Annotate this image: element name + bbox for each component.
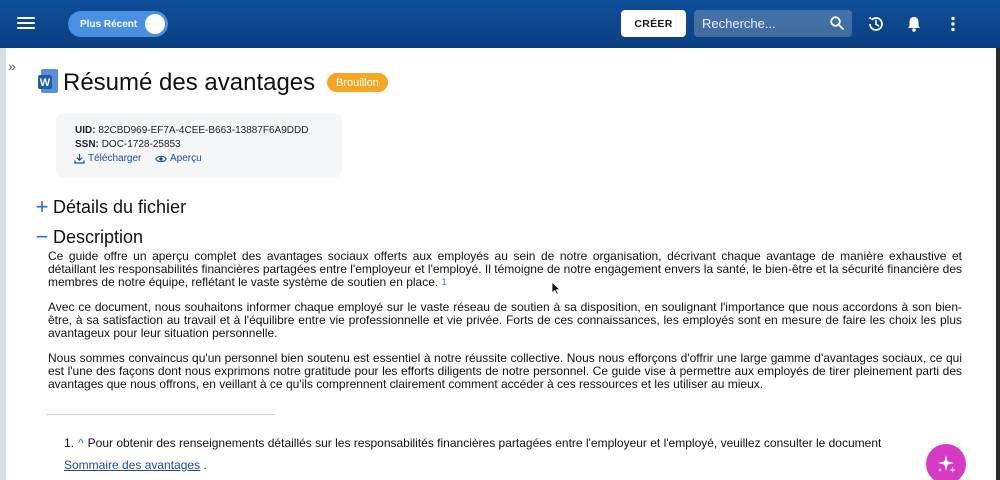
history-icon[interactable] bbox=[866, 14, 886, 34]
footnote-1 bbox=[64, 432, 924, 476]
word-document-icon bbox=[38, 69, 58, 93]
right-panel-edge bbox=[996, 48, 1000, 480]
top-bar bbox=[0, 0, 1000, 48]
description-paragraph-1 bbox=[48, 250, 962, 289]
status-badge: Brouillon bbox=[327, 73, 388, 92]
description-heading: Description bbox=[53, 226, 144, 247]
svg-text:W: W bbox=[39, 77, 51, 89]
description-paragraph-2: Avec ce document, nous souhaitons informer chaque employé sur le vaste réseau de soutien à sa disposition, en soulignant l'importance que nous accordons à son bien-être, à sa satisfaction au travail et à l'équilibre entre vie professionnelle et vie privée. Forts de ces connaissances, les employés sont en mesure de faire les choix les plus avantageux pour leur situation personnelle. bbox=[48, 300, 962, 340]
toggle-label: Plus Récent bbox=[80, 18, 138, 30]
create-button[interactable]: CRÉER bbox=[621, 10, 686, 37]
search-icon[interactable] bbox=[830, 16, 844, 30]
ai-assistant-button[interactable] bbox=[926, 444, 966, 480]
footnote-backlink[interactable]: ^ bbox=[78, 436, 84, 450]
search-box bbox=[694, 10, 852, 37]
footnote-text: Pour obtenir des renseignements détaillés sur les responsabilités financières partagées entre l'employeur et l'employé, veuillez consulter le document bbox=[87, 436, 882, 450]
left-panel-edge bbox=[0, 48, 6, 480]
more-vertical-icon[interactable] bbox=[943, 14, 963, 34]
sparkles-icon bbox=[935, 453, 957, 475]
collapse-minus-icon: − bbox=[35, 224, 49, 249]
uid-label: UID: bbox=[75, 125, 96, 136]
expand-plus-icon: + bbox=[35, 194, 49, 219]
footnote-number: 1. bbox=[64, 436, 75, 450]
download-link[interactable] bbox=[74, 153, 141, 164]
file-details-section-toggle[interactable] bbox=[33, 196, 186, 218]
document-meta-card bbox=[56, 113, 342, 178]
eye-icon bbox=[155, 154, 167, 164]
file-details-heading: Détails du fichier bbox=[53, 196, 187, 217]
expand-sidebar-icon[interactable]: » bbox=[8, 58, 16, 74]
mouse-cursor-icon bbox=[551, 281, 561, 295]
ssn-line bbox=[75, 139, 181, 150]
description-paragraph-3: Nous sommes convaincus qu'un personnel bien soutenu est essentiel à notre réussite collective. Nous nous efforçons d'offrir une large gamme d'avantages sociaux, ce qui est l'une des façons dont nous exprimons notre gratitude pour les efforts diligents de notre personnel. Ce guide vise à permettre aux employés de tirer pleinement parti des avantages que nous offrons, en veillant à ce qu'ils comprennent clairement comment accéder à ces ressources et les utiliser au mieux. bbox=[48, 351, 962, 391]
preview-link[interactable] bbox=[155, 153, 202, 164]
toggle-knob bbox=[145, 14, 165, 34]
uid-line bbox=[75, 125, 308, 136]
ssn-label: SSN: bbox=[75, 139, 99, 150]
menu-icon[interactable] bbox=[16, 14, 36, 34]
search-input[interactable] bbox=[694, 16, 822, 31]
summary-link[interactable]: Sommaire des avantages bbox=[64, 458, 201, 472]
footnote-ref[interactable]: 1 bbox=[441, 277, 447, 287]
download-icon bbox=[74, 153, 85, 164]
paragraph-1-text: Ce guide offre un aperçu complet des avantages sociaux offerts aux employés au sein de notre organisation, décrivant chaque avantage de manière exhaustive et détaillant les responsabilités financières partagées entre l'employeur et l'employé. Il témoigne de notre engagement envers la santé, le bien-être et la sécurité financière des membres de notre équipe, reflétant le vaste système de soutien en place. bbox=[48, 249, 962, 289]
bell-icon[interactable] bbox=[904, 14, 924, 34]
footnote-end: . bbox=[203, 458, 207, 472]
description-section-toggle[interactable] bbox=[33, 226, 143, 248]
footnote-divider bbox=[46, 414, 275, 415]
preview-label: Aperçu bbox=[170, 153, 202, 164]
uid-value: 82CBD969-EF7A-4CEE-B663-13887F6A9DDD bbox=[98, 125, 309, 136]
ssn-value: DOC-1728-25853 bbox=[101, 139, 181, 150]
download-label: Télécharger bbox=[88, 153, 142, 164]
latest-toggle[interactable] bbox=[68, 11, 168, 37]
page-title: Résumé des avantages bbox=[63, 69, 316, 96]
